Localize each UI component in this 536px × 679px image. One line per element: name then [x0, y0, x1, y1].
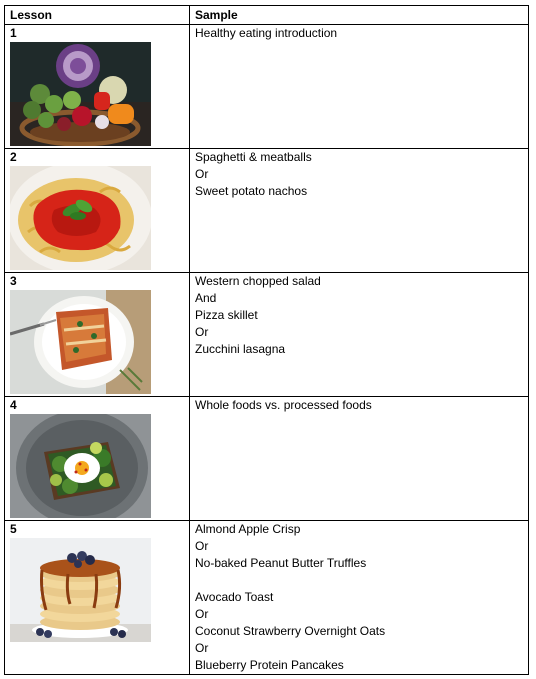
sample-header: Sample	[190, 6, 529, 25]
sample-cell	[190, 273, 529, 397]
sample-cell	[190, 397, 529, 521]
lesson-number: 3	[10, 274, 17, 288]
sample-line: Zucchini lasagna	[195, 342, 286, 356]
table-row	[5, 149, 529, 273]
lesson-number: 1	[10, 26, 17, 40]
vegetable-basket-photo	[10, 42, 151, 146]
lessons-table	[4, 5, 529, 675]
lesson-cell	[5, 273, 190, 397]
lasagna-plate-photo	[10, 290, 151, 394]
sample-line: Or	[195, 167, 209, 181]
sample-cell	[190, 521, 529, 675]
pancake-stack-photo	[10, 538, 151, 642]
lesson-cell	[5, 25, 190, 149]
lesson-cell	[5, 521, 190, 675]
lesson-header: Lesson	[5, 6, 190, 25]
sample-line: Healthy eating introduction	[195, 26, 338, 40]
sample-line: No-baked Peanut Butter Truffles	[195, 556, 367, 570]
avocado-toast-egg-photo	[10, 414, 151, 518]
table-row	[5, 273, 529, 397]
sample-line	[195, 572, 523, 589]
table-row	[5, 25, 529, 149]
table-row	[5, 521, 529, 675]
sample-cell	[190, 25, 529, 149]
sample-line: Almond Apple Crisp	[195, 522, 301, 536]
sample-line: And	[195, 291, 217, 305]
sample-line: Or	[195, 325, 209, 339]
lesson-number: 5	[10, 522, 17, 536]
sample-line: Pizza skillet	[195, 308, 258, 322]
sample-line: Western chopped salad	[195, 274, 321, 288]
lesson-cell	[5, 149, 190, 273]
sample-line: Whole foods vs. processed foods	[195, 398, 372, 412]
header-row	[5, 6, 529, 25]
sample-line: Blueberry Protein Pancakes	[195, 658, 344, 672]
lesson-number: 2	[10, 150, 17, 164]
sample-line: Spaghetti & meatballs	[195, 150, 312, 164]
sample-line: Or	[195, 539, 209, 553]
sample-line: Coconut Strawberry Overnight Oats	[195, 624, 386, 638]
sample-line: Or	[195, 607, 209, 621]
table-row	[5, 397, 529, 521]
sample-line: Sweet potato nachos	[195, 184, 308, 198]
pasta-sauce-photo	[10, 166, 151, 270]
sample-cell	[190, 149, 529, 273]
lesson-cell	[5, 397, 190, 521]
sample-line: Avocado Toast	[195, 590, 274, 604]
sample-line: Or	[195, 641, 209, 655]
lesson-number: 4	[10, 398, 17, 412]
